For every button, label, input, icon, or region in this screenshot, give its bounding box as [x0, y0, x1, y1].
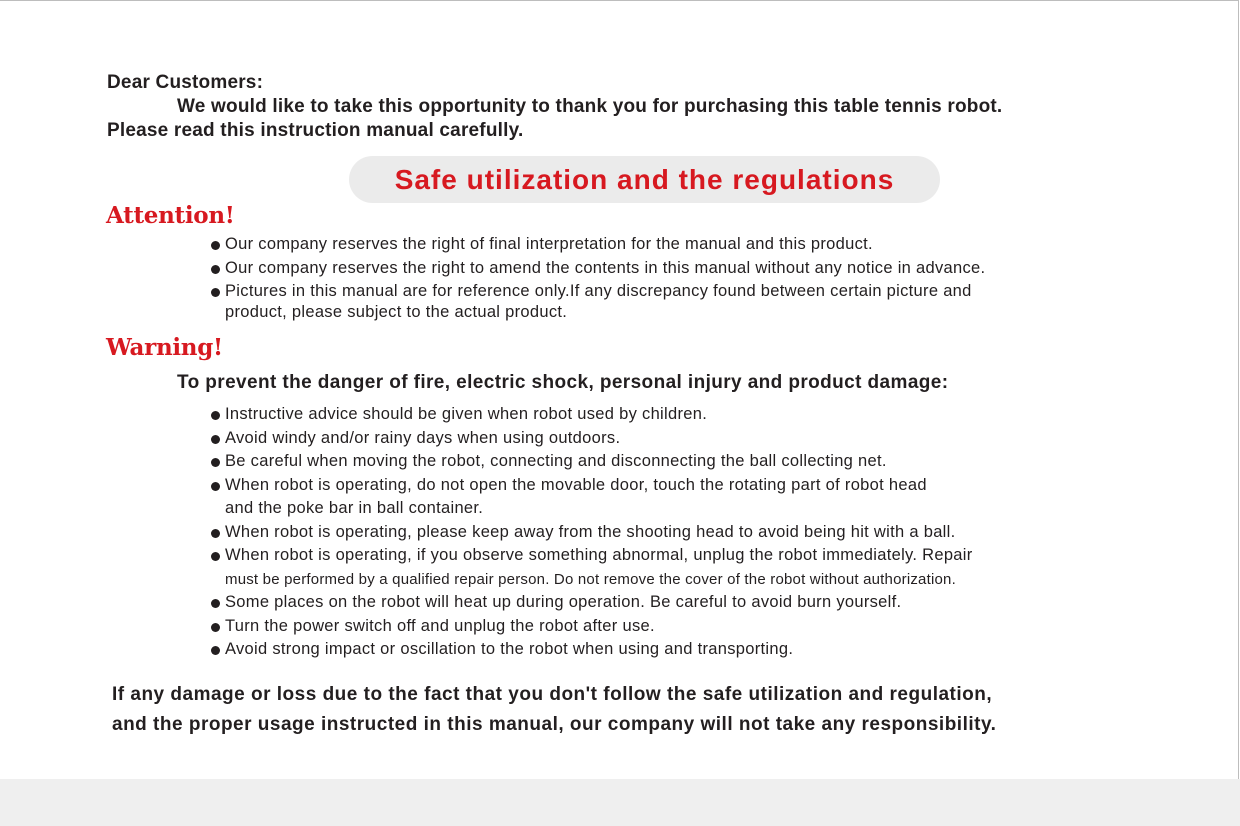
bullet-icon [211, 435, 220, 444]
attention-heading: Attention! [106, 202, 235, 229]
bullet-icon [211, 646, 220, 655]
list-item-continuation: and the poke bar in ball container. [225, 499, 484, 517]
bullet-icon [211, 458, 220, 467]
list-item-continuation: must be performed by a qualified repair person. Do not remove the cover of the robot without authorization. [225, 570, 956, 588]
footer-band [0, 779, 1240, 826]
list-item: Avoid windy and/or rainy days when using outdoors. [211, 427, 973, 451]
bullet-icon [211, 552, 220, 561]
list-item: Avoid strong impact or oscillation to the robot when using and transporting. [211, 638, 973, 662]
bullet-icon [211, 288, 220, 297]
list-item: Our company reserves the right of final interpretation for the manual and this product. [211, 233, 985, 257]
closing-line-1: If any damage or loss due to the fact that you don't follow the safe utilization and regulation, [112, 684, 993, 705]
list-item: Our company reserves the right to amend the contents in this manual without any notice in advance. [211, 257, 985, 281]
list-item: Some places on the robot will heat up during operation. Be careful to avoid burn yourself. [211, 591, 973, 615]
list-item: Pictures in this manual are for reference only.If any discrepancy found between certain picture and product, please subject to the actual product. [211, 280, 985, 324]
list-item: When robot is operating, if you observe something abnormal, unplug the robot immediately. Repair must be performed by a qualified repair person. Do not remove the cover of the robot without authorization. [211, 544, 973, 591]
list-item: Turn the power switch off and unplug the robot after use. [211, 615, 973, 639]
bullet-icon [211, 623, 220, 632]
intro-line-2: Please read this instruction manual carefully. [107, 120, 524, 141]
bullet-icon [211, 599, 220, 608]
list-item-continuation: product, please subject to the actual product. [225, 302, 568, 321]
list-item: When robot is operating, do not open the movable door, touch the rotating part of robot head and the poke bar in ball container. [211, 474, 973, 521]
bullet-icon [211, 411, 220, 420]
attention-list [211, 233, 985, 324]
warning-subheading: To prevent the danger of fire, electric shock, personal injury and product damage: [177, 372, 949, 393]
warning-list [211, 403, 973, 662]
greeting: Dear Customers: [107, 72, 264, 93]
closing-line-2: and the proper usage instructed in this manual, our company will not take any responsibility. [112, 714, 997, 735]
banner-title: Safe utilization and the regulations [394, 163, 895, 195]
warning-heading: Warning! [106, 334, 223, 361]
bullet-icon [211, 529, 220, 538]
bullet-icon [211, 265, 220, 274]
bullet-icon [211, 482, 220, 491]
list-item: Instructive advice should be given when robot used by children. [211, 403, 973, 427]
list-item: When robot is operating, please keep away from the shooting head to avoid being hit with a ball. [211, 521, 973, 545]
list-item: Be careful when moving the robot, connecting and disconnecting the ball collecting net. [211, 450, 973, 474]
section-banner [349, 156, 940, 203]
intro-line-1: We would like to take this opportunity to thank you for purchasing this table tennis robot. [177, 96, 1003, 117]
bullet-icon [211, 241, 220, 250]
